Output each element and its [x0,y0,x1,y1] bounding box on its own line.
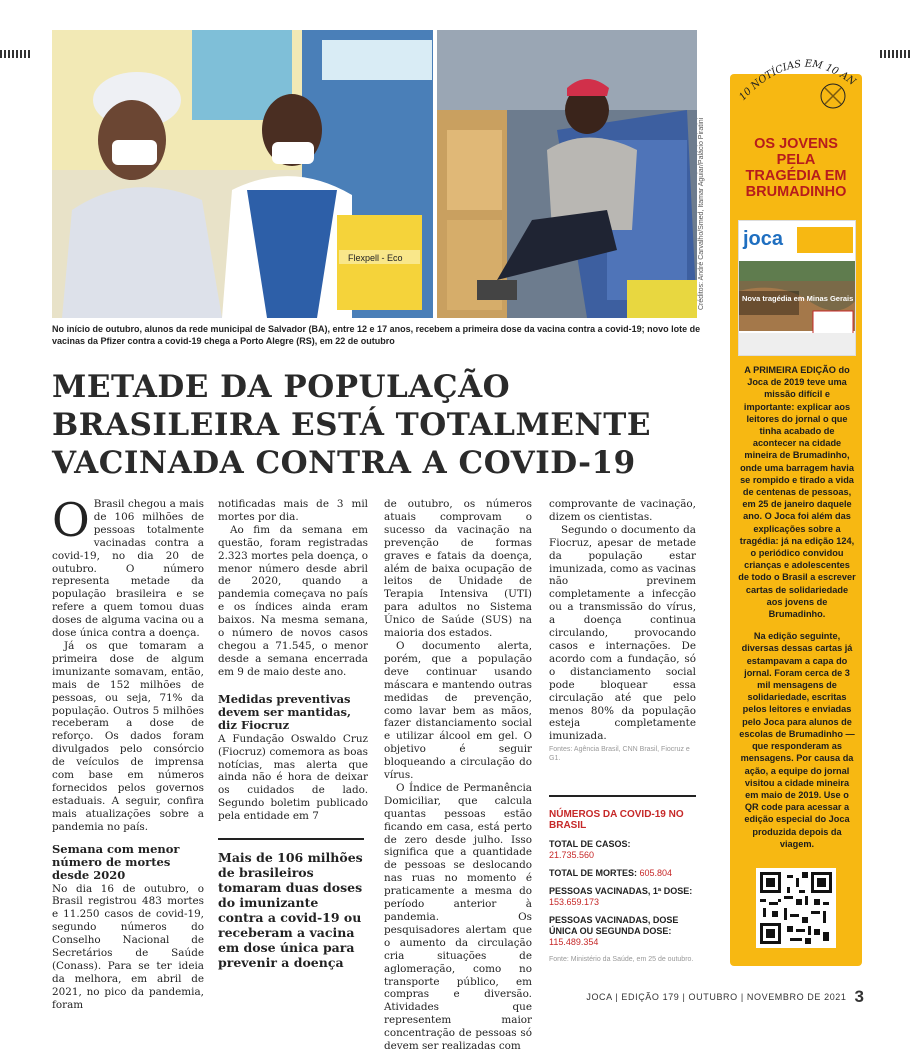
covid-stats-box [549,795,696,964]
footer-text: JOCA | EDIÇÃO 179 | OUTUBRO | NOVEMBRO DE 2021 [586,992,847,1002]
page-footer [586,987,864,1007]
vaccine-delivery-photo [437,30,697,318]
joca-cover-thumbnail [738,220,856,356]
photo-credit: Créditos: André Carvalho/Smed, Itamar Aguiar/Palácio Piratini [698,117,705,310]
svg-text:10 NOTÍCIAS EM 10 ANOS: 10 NOTÍCIAS EM 10 AN [737,58,858,103]
photo-caption: No início de outubro, alunos da rede municipal de Salvador (BA), entre 12 e 17 anos, recebem a primeira dose da vacina contra a covid-19; novo lote de vacinas da Pfizer contra a covid-19 chega a Porto Alegre (RS), em 22 de outubro [52,324,701,346]
stat-total-cases: TOTAL DE CASOS: 21.735.560 [549,839,631,860]
cover-logo: joca [743,228,784,250]
paragraph: Já os que tomaram a primeira dose de algum imunizante somavam, então, mais de 152 milhões de pessoas, ou seja, 71% da população. Outros 5 milhões receberam a dose de reforço. Os dados foram divulgados pelo consórcio de veículos de imprensa com base em números fornecidos pelos governos estaduais. A seguir, confira mais atualizações sobre a pandemia no país. [52,639,204,833]
left-edge-ticks [0,50,30,58]
stats-title: NÚMEROS DA COVID-19 NO BRASIL [549,809,684,831]
qr-code[interactable] [756,868,836,948]
paragraph: No dia 16 de outubro, o Brasil registrou 483 mortes e 11.250 casos de covid-19, segundo números do Conselho Nacional de Secretários de Saúde (Conass). Para se ter ideia da melhora, em abril de 2021, no pico da pandemia, foram [52,882,204,1011]
article-column-1 [52,493,204,1012]
flexpell-label: Flexpell - Eco [348,253,403,263]
cover-headline: Nova tragédia em Minas Gerais [742,294,854,303]
article-column-3 [384,498,532,1053]
paragraph: Segundo o documento da Fiocruz, apesar de metade da população estar imunizada, como as vacinas não previnem completamente a infecção ou a transmissão do vírus, a doença continua circulando, provocando casos e internações. De acordo com a fundação, só o distanciamento social pode bloquear essa circulação até que pelo menos 80% da população esteja completamente imunizada. [549,523,696,743]
subheading: Semana com menor número de mortes desde 2020 [52,841,180,882]
paragraph: notificadas mais de 3 mil mortes por dia. [218,498,368,523]
subheading: Medidas preventivas devem ser mantidas, diz Fiocruz [218,691,352,732]
pull-quote: Mais de 106 milhões de brasileiros tomaram duas doses do imunizante contra a covid-19 ou receberam a vacina em dose única para prevenir a doença [218,838,364,970]
sidebar-paragraph: Na edição seguinte, diversas dessas cartas já estampavam a capa do jornal. Foram cerca de 3 mil mensagens de solidariedade, escritas pelos leitores e enviadas pelo Joca para alunos de escolas de Brumadinho — que responderam as mensagens. Por causa da ação, a equipe do jornal visitou a cidade mineira em maio de 2019. Use o QR code para acessar a edição especial do Joca produzida depois da viagem. [739,631,855,849]
page-number: 3 [854,987,864,1006]
article-sources: Fontes: Agência Brasil, CNN Brasil, Fiocruz e G1. [549,746,690,762]
stat-first-dose: PESSOAS VACINADAS, 1ª DOSE: 153.659.173 [549,886,693,907]
stat-fully-vaccinated: PESSOAS VACINADAS, DOSE ÚNICA OU SEGUNDA DOSE: 115.489.354 [549,915,679,947]
paragraph: A Fundação Oswaldo Cruz (Fiocruz) comemora as boas notícias, mas alerta que ainda não é hora de deixar os cuidados de lado. Segundo boletim publicado pela entidade em 7 [218,732,368,823]
stats-source: Fonte: Ministério da Saúde, em 25 de outubro. [549,956,694,963]
drop-cap: O [52,493,90,547]
stat-total-deaths: TOTAL DE MORTES: 605.804 [549,868,673,878]
paragraph: de outubro, os números atuais comprovam o sucesso da vacinação na prevenção de formas graves e fatais da doença, além de baixa ocupação de leitos de Unidade de Terapia Intensiva (UTI) para adultos no Sistema Único de Saúde (SUS) na maioria dos estados. [384,498,532,640]
vaccination-photo [52,30,433,318]
ten-years-badge [733,46,863,126]
article-column-2 [218,498,368,823]
lead-paragraph: O Brasil chegou a mais de 106 milhões de pessoas totalmente vacinadas contra a covid-19, no dia 20 de outubro. O número representa metade da população brasileira e se refere a quem tomou duas doses de alguma vacina ou a dose única contra a doença. [52,493,204,640]
sidebar-text [738,364,856,860]
right-edge-ticks [880,50,910,58]
sidebar-title: OS JOVENS PELA TRAGÉDIA EM BRUMADINHO [745,136,847,200]
sidebar-paragraph: A PRIMEIRA EDIÇÃO do Joca de 2019 teve uma missão difícil e importante: explicar aos leitores do jornal o que tinha acabado de acontecer na cidade mineira de Brumadinho, onde uma barragem havia se rompido e tirado a vida de centenas de pessoas, em 25 de janeiro daquele ano. O Joca foi além das explicações sobre a tragédia: já na edição 124, o periódico convidou crianças e adolescentes de todo o Brasil a escrever cartas de solidariedade aos jovens de Brumadinho. [738,365,856,620]
paragraph: comprovante de vacinação, dizem os cientistas. [549,498,696,523]
article-column-4 [549,498,696,743]
paragraph: O documento alerta, porém, que a população deve continuar usando máscara e mantendo outras medidas de prevenção, como lavar bem as mãos, fazer distanciamento social e utilizar álcool em gel. O objetivo é seguir bloqueando a circulação do vírus. [384,639,532,782]
headline: METADE DA POPULAÇÃO BRASILEIRA ESTÁ TOTALMENTE VACINADA CONTRA A COVID-19 [52,369,651,481]
paragraph: Ao fim da semana em questão, foram registradas 2.323 mortes pela doença, o menor número desde abril de 2020, quando a pandemia começava no país e os índices ainda eram baixos. Na mesma semana, o número de novos casos chegou a 71.545, o menor desde a semana encerrada em 9 de maio deste ano. [218,523,368,678]
paragraph: O Índice de Permanência Domiciliar, que calcula quantas pessoas estão ficando em casa, está perto de zero desde julho. Isso significa que a quantidade de pessoas se deslocando nas ruas no momento é praticamente a mesma do período anterior à pandemia. Os pesquisadores alertam que o aumento da circulação cria situações de aglomeração, como no transporte público, em compras e diversão. Atividades que representem maior concentração de pessoas só devem ser realizadas com [384,781,532,1053]
